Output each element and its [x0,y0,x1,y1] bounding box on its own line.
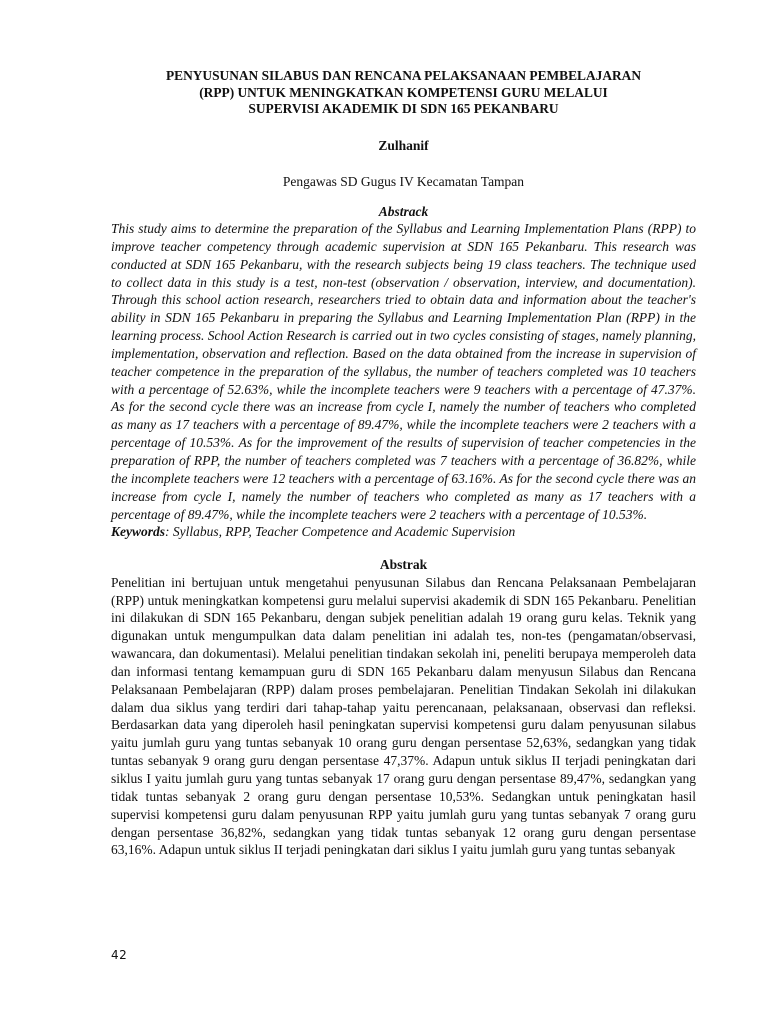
abstract-id-body: Penelitian ini bertujuan untuk mengetahui penyusunan Silabus dan Rencana Pelaksanaan Pembelajaran (RPP) untuk meningkatkan kompetensi guru melalui supervisi akademik di SDN 165 Pekanbaru. Penelitian ini dilakukan di SDN 165 Pekanbaru, dengan subjek penelitian adalah 19 orang guru kelas. Teknik yang digunakan untuk mengumpulkan data dalam penelitian ini adalah tes, non-tes (pengamatan/observasi, wawancara, dan dokumentasi). Melalui penelitian tindakan sekolah ini, peneliti berupaya memperoleh data dan informasi tentang kemampuan guru di SDN 165 Pekanbaru dalam menyusun Silabus dan Rencana Pelaksanaan Pembelajaran (RPP) dalam proses pembelajaran. Penelitian Tindakan Sekolah ini dilakukan dalam dua siklus yang terdiri dari tahap-tahap yaitu perencanaan, pelaksanaan, observasi dan refleksi. Berdasarkan data yang diperoleh hasil peningkatan supervisi kompetensi guru dalam penyusunan silabus yaitu jumlah guru yang tuntas sebanyak 10 orang guru dengan persentase 52,63%, sedangkan yang tidak tuntas sebanyak 9 orang guru dengan persentase 47,37%. Adapun untuk siklus II terjadi peningkatan dari siklus I yaitu jumlah guru yang tuntas sebanyak 17 orang guru dengan persentase 89,47%, sedangkan yang tidak tuntas sebanyak 2 orang guru dengan persentase 10,53%. Sedangkan untuk peningkatan hasil supervisi kompetensi guru dalam penyusunan RPP yaitu jumlah guru yang tuntas sebanyak 7 orang guru dengan persentase 36,82%, sedangkan yang tidak tuntas sebanyak 12 orang guru dengan persentase 63,16%. Adapun untuk siklus II terjadi peningkatan dari siklus I yaitu jumlah guru yang tuntas sebanyak [111,574,696,858]
author-affiliation: Pengawas SD Gugus IV Kecamatan Tampan [282,173,525,189]
keywords-label: Keywords [111,524,165,540]
paper-title [111,68,696,118]
title-line: SUPERVISI AKADEMIK DI SDN 165 PEKANBARU [248,101,559,116]
abstract-en-body: This study aims to determine the preparation of the Syllabus and Learning Implementation Plans (RPP) to improve teacher competency through academic supervision at SDN 165 Pekanbaru. This research was conducted at SDN 165 Pekanbaru, with the research subjects being 19 class teachers. The technique used to collect data in this study is a test, non-test (observation / observation, interview, and documentation). Through this school action research, researchers tried to obtain data and information about the teacher's ability in SDN 165 Pekanbaru in preparing the Syllabus and Learning Implementation Plan (RPP) in the learning process. School Action Research is carried out in two cycles consisting of stages, namely planning, implementation, observation and reflection. Based on the data obtained from the increase in supervision of teacher competence in the preparation of the syllabus, the number of teachers completed was 10 teachers with a percentage of 52.63%, while the incomplete teachers were 9 teachers with a percentage of 47.37%. As for the second cycle there was an increase from cycle I, namely the number of teachers who completed as many as 17 teachers with a percentage of 89.47%, while the incomplete teachers were 2 teachers with a percentage of 10.53%. As for the improvement of the results of supervision of teacher competencies in the preparation of RPP, the number of teachers completed was 7 teachers with a percentage of 36.82%, while the incomplete teachers were 12 teachers with a percentage of 63.16%. As for the second cycle there was an increase from cycle I, namely the number of teachers who completed as many as 17 teachers with a percentage of 89.47%, while the incomplete teachers were 2 teachers with a percentage of 10.53%. [111,221,696,522]
page-number: 42 [111,948,128,962]
title-line: PENYUSUNAN SILABUS DAN RENCANA PELAKSANAAN PEMBELAJARAN [165,68,642,83]
keywords-text: : Syllabus, RPP, Teacher Competence and Academic Supervision [165,524,516,540]
title-line: (RPP) UNTUK MENINGKATKAN KOMPETENSI GURU MELALUI [199,84,608,100]
keywords-line [111,523,696,541]
abstract-en-heading: Abstrack [378,203,429,219]
author-name: Zulhanif [378,137,429,153]
abstract-id-heading: Abstrak [379,557,428,573]
paper-page [111,68,696,859]
